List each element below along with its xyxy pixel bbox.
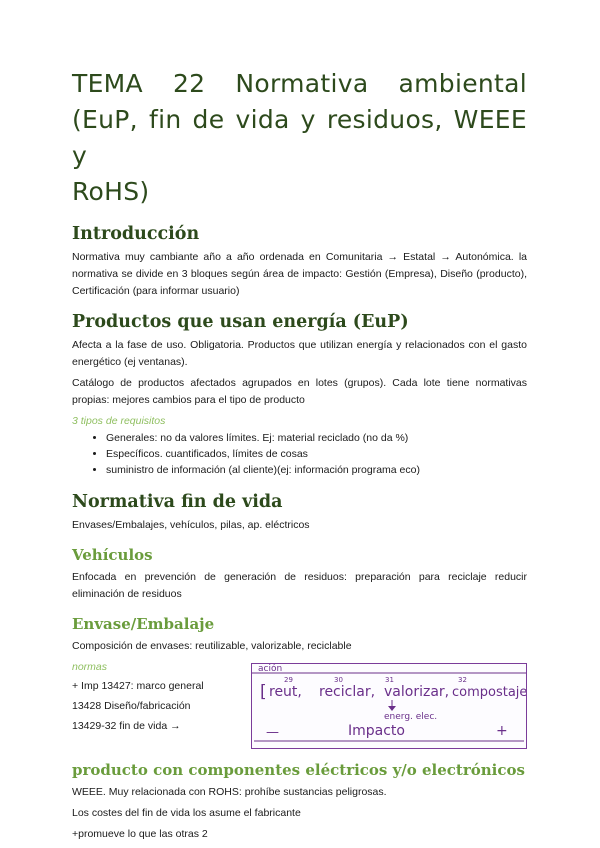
document-page (72, 66, 527, 843)
list-item: • Específicos. cuantificados, límites de cosas (106, 446, 527, 462)
sketch-num-31: 31 (385, 676, 394, 684)
sketch-energ-elec: energ. elec. (384, 712, 438, 722)
fin-vida-heading: Normativa fin de vida (72, 492, 283, 512)
sketch-arrow-head (388, 706, 396, 711)
norms-block (72, 659, 527, 759)
list-item: • suministro de información (al cliente)(ej: información programa eco) (106, 462, 527, 478)
intro-text: Normativa muy cambiante año a año ordenada en Comunitaria → Estatal → Autonómica. la normativa se divide en 3 bloques según área de impacto: Gestión (Empresa), Diseño (producto), Certificación (para informar usuario) (72, 251, 527, 297)
eup-paragraph-2: Catálogo de productos afectados agrupados en lotes (grupos). Cada lote tiene normativas propias: mejores cambios para el tipo de producto (72, 377, 527, 406)
norm-line: + Imp 13427: marco general (72, 680, 204, 692)
sketch-minus: — (266, 725, 279, 740)
vehiculos-text: Enfocada en prevención de generación de residuos: preparación para reciclaje reducir eliminación de residuos (72, 571, 527, 600)
norms-subheading: normas (72, 661, 108, 673)
eup-subheading: 3 tipos de requisitos (72, 415, 166, 427)
sketch-plus: + (496, 723, 508, 739)
eup-heading: Productos que usan energía (EuP) (72, 312, 409, 332)
sketch-num-32: 32 (458, 676, 467, 684)
title-line-2: (EuP, fin de vida y residuos, WEEE y (72, 105, 527, 170)
electricos-heading: producto con componentes eléctricos y/o electrónicos (72, 761, 525, 779)
page-title (72, 66, 527, 210)
sketch-top-text: ación (258, 664, 283, 674)
sketch-word-reut: reut, (269, 684, 302, 700)
requirements-list (72, 430, 527, 478)
sketch-word-compostaje: compostaje (452, 685, 526, 700)
sketch-drawing (252, 664, 526, 748)
list-item: • Generales: no da valores límites. Ej: material reciclado (no da %) (106, 430, 527, 446)
norms-list (72, 659, 247, 736)
electricos-paragraph-3: +promueve lo que las otras 2 (72, 828, 208, 840)
sketch-bracket-open: [ (260, 682, 267, 702)
norm-line: 13429-32 fin de vida → (72, 720, 181, 732)
electricos-paragraph-1: WEEE. Muy relacionada con ROHS: prohíbe sustancias peligrosas. (72, 786, 387, 798)
title-line-3: RoHS) (72, 177, 150, 206)
sketch-word-valorizar: valorizar, (384, 684, 450, 700)
handwritten-sketch-image (251, 663, 527, 749)
sketch-word-reciclar: reciclar, (319, 684, 376, 700)
electricos-paragraph-2: Los costes del fin de vida los asume el fabricante (72, 807, 301, 819)
sketch-impacto: Impacto (348, 723, 405, 739)
norm-line: 13428 Diseño/fabricación (72, 700, 191, 712)
title-line-1: TEMA 22 Normativa ambiental (72, 69, 527, 98)
fin-vida-text: Envases/Embalajes, vehículos, pilas, ap. eléctricos (72, 519, 310, 531)
envase-text: Composición de envases: reutilizable, valorizable, reciclable (72, 640, 352, 652)
eup-paragraph-1: Afecta a la fase de uso. Obligatoria. Productos que utilizan energía y relacionados con el gasto energético (ej ventanas). (72, 339, 527, 368)
envase-heading: Envase/Embalaje (72, 615, 215, 633)
sketch-num-29: 29 (284, 676, 293, 684)
sketch-num-30: 30 (334, 676, 343, 684)
vehiculos-heading: Vehículos (72, 546, 153, 564)
intro-heading: Introducción (72, 224, 200, 244)
